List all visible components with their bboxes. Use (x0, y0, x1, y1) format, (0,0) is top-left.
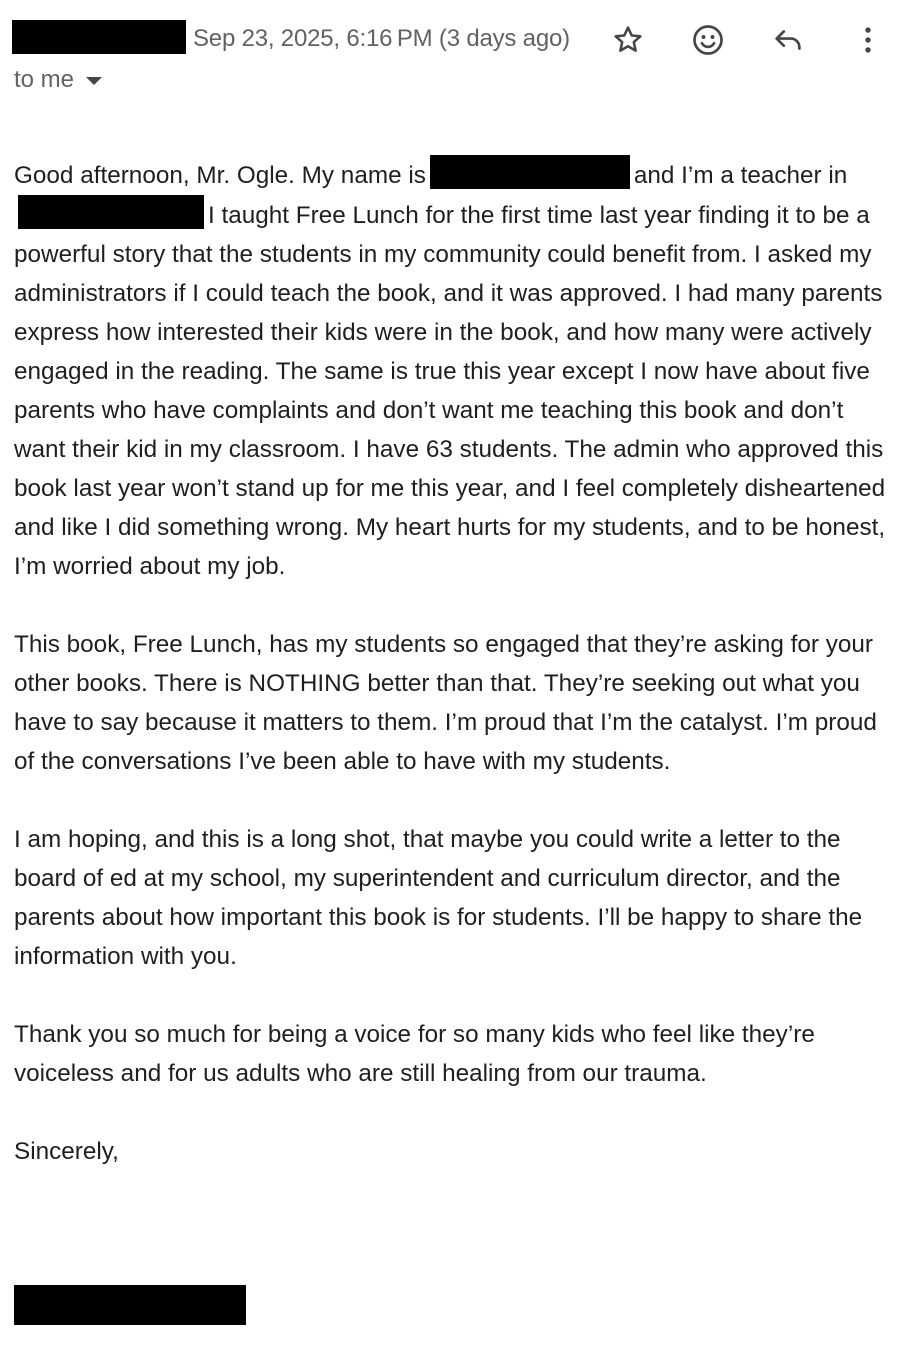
reply-button[interactable] (768, 20, 808, 60)
add-reaction-button[interactable] (688, 20, 728, 60)
message-header (0, 0, 910, 110)
greeting-text: Good afternoon, Mr. Ogle. My name is (14, 162, 426, 189)
star-button[interactable] (608, 20, 648, 60)
recipient-details-toggle[interactable] (14, 66, 102, 94)
star-icon (611, 23, 645, 57)
more-vert-icon (851, 23, 885, 57)
location-redacted (18, 195, 204, 229)
caret-down-icon (86, 77, 102, 85)
teacher-name-redacted (430, 155, 630, 189)
body-paragraph-2: This book, Free Lunch, has my students so engaged that they’re asking for your other books. There is NOTHING better than that. They’re seeking out what you have to say because it matters to them. I’m proud that I’m the catalyst. I’m proud of the conversations I’ve been able to have with my students. (14, 631, 877, 775)
message-body (14, 155, 894, 1210)
body-paragraph-1 (14, 155, 894, 586)
closing-text: Sincerely, (14, 1138, 119, 1165)
message-timestamp: Sep 23, 2025, 6:16 PM (3 days ago) (193, 25, 570, 52)
add-reaction-icon (690, 22, 726, 58)
sender-name-redacted (12, 20, 186, 54)
story-text: I taught Free Lunch for the first time last year finding it to be a powerful story that the students in my community could benefit from. I asked my administrators if I could teach the book, and it was approved. I had many parents express how interested their kids were in the book, and how many were actively engaged in the reading. The same is true this year except I now have about five parents who have complaints and don’t want me teaching this book and don’t want their kid in my classroom. I have 63 students. The admin who approved this book last year won’t stand up for me this year, and I feel completely disheartened and like I did something wrong. My heart hurts for my students, and to be honest, I’m worried about my job. (14, 202, 886, 580)
teacher-intro-text: and I’m a teacher in (633, 162, 848, 189)
reply-icon (771, 23, 805, 57)
signature-redacted (14, 1285, 246, 1325)
more-options-button[interactable] (848, 20, 888, 60)
recipient-label: to me (14, 66, 75, 93)
body-paragraph-3: I am hoping, and this is a long shot, that maybe you could write a letter to the board of ed at my school, my superintendent and curriculum director, and the parents about how important this book is for students. I’ll be happy to share the information with you. (14, 826, 863, 970)
body-paragraph-4: Thank you so much for being a voice for so many kids who feel like they’re voiceless and for us adults who are still healing from our trauma. (14, 1021, 815, 1087)
